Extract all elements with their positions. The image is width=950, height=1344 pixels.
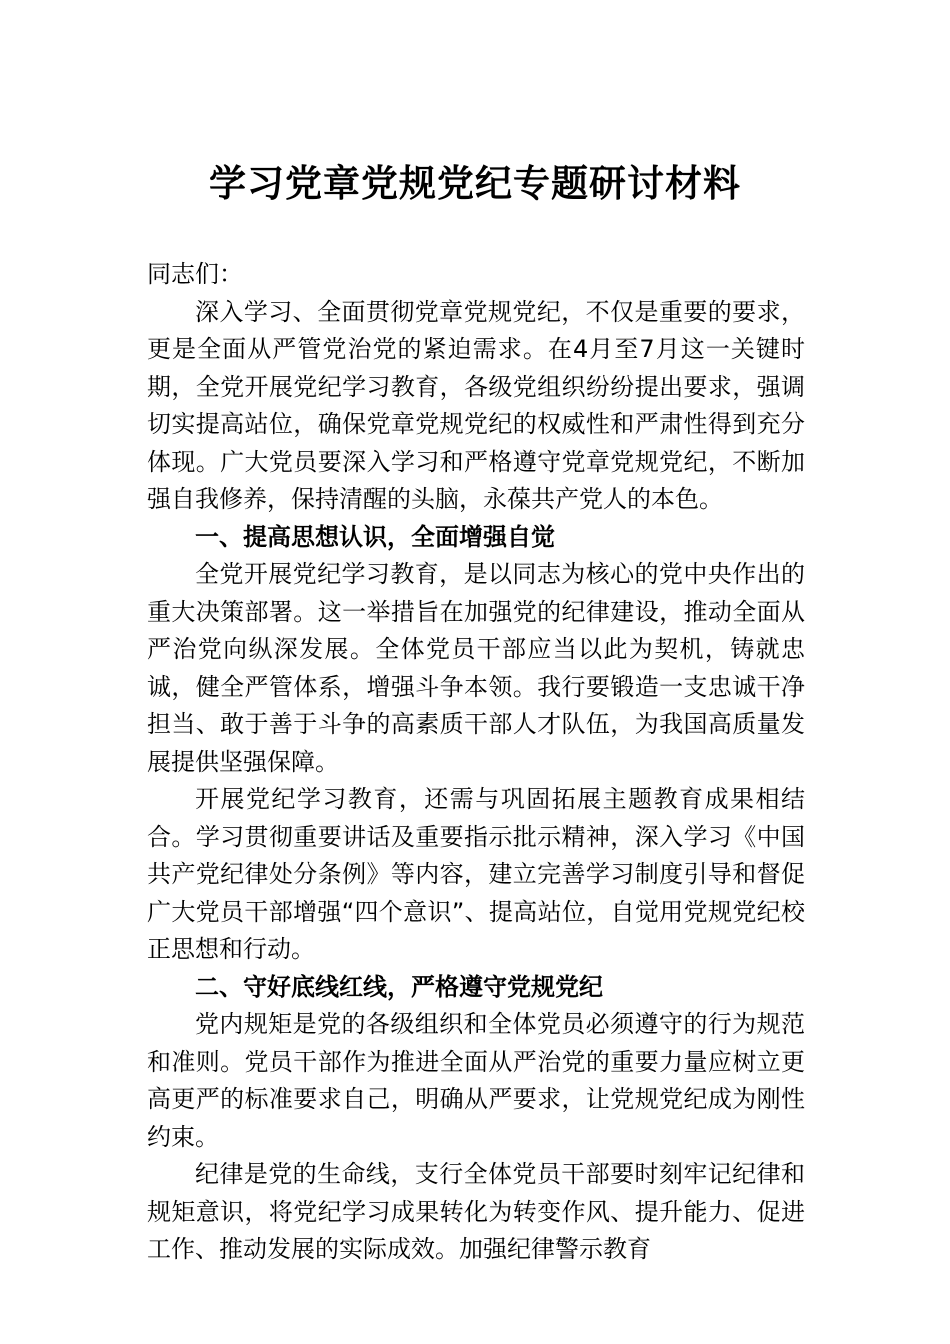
paragraph: 开展党纪学习教育，还需与巩固拓展主题教育成果相结合。学习贯彻重要讲话及重要指示批示精神，深入学习《中国共产党纪律处分条例》等内容，建立完善学习制度引导和督促广大党员干部增强“四个意识”、提高站位，自觉用党规党纪校正思想和行动。	[147, 785, 805, 963]
paragraph: 纪律是党的生命线，支行全体党员干部要时刻牢记纪律和规矩意识，将党纪学习成果转化为转变作风、提升能力、促进工作、推动发展的实际成效。加强纪律警示教育	[147, 1160, 805, 1263]
section-heading: 二、守好底线红线，严格遵守党规党纪	[195, 972, 603, 1001]
document-title: 学习党章党规党纪专题研讨材料	[209, 161, 741, 205]
paragraph: 党内规矩是党的各级组织和全体党员必须遵守的行为规范和准则。党员干部作为推进全面从严治党的重要力量应树立更高更严的标准要求自己，明确从严要求，让党规党纪成为刚性约束。	[147, 1010, 805, 1151]
document-body	[147, 256, 805, 1269]
paragraph: 深入学习、全面贯彻党章党规党纪，不仅是重要的要求，更是全面从严管党治党的紧迫需求。在4月至7月这一关键时期，全党开展党纪学习教育，各级党组织纷纷提出要求，强调切实提高站位，确保党章党规党纪的权威性和严肃性得到充分体现。广大党员要深入学习和严格遵守党章党规党纪，不断加强自我修养，保持清醒的头脑，永葆共产党人的本色。	[147, 297, 805, 513]
paragraph: 全党开展党纪学习教育，是以同志为核心的党中央作出的重大决策部署。这一举措旨在加强党的纪律建设，推动全面从严治党向纵深发展。全体党员干部应当以此为契机，铸就忠诚，健全严管体系，增强斗争本领。我行要锻造一支忠诚干净担当、敢于善于斗争的高素质干部人才队伍，为我国高质量发展提供坚强保障。	[147, 560, 805, 776]
salutation: 同志们：	[147, 260, 243, 288]
section-heading: 一、提高思想认识，全面增强自觉	[195, 522, 555, 551]
